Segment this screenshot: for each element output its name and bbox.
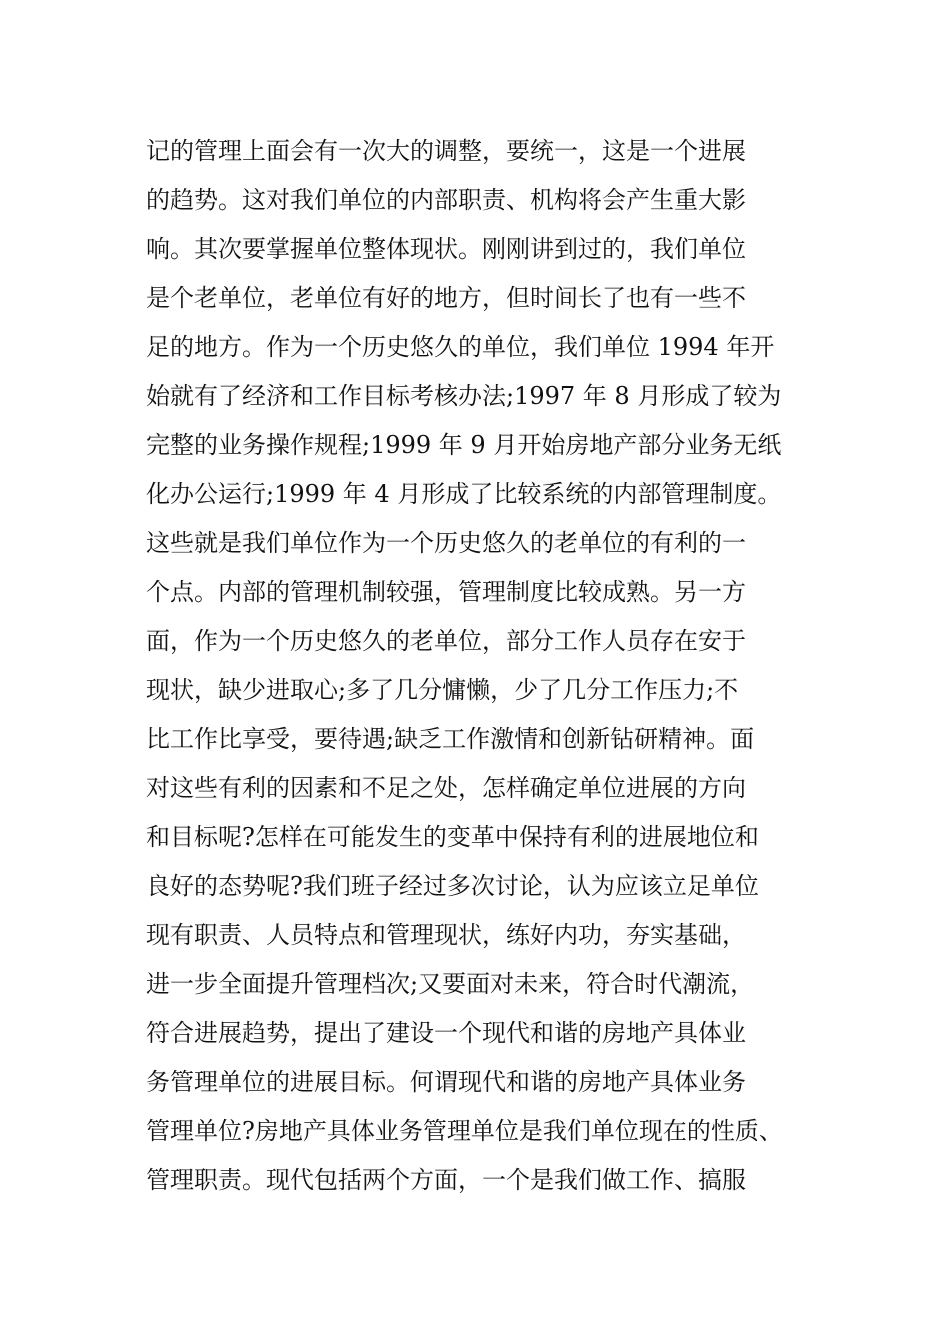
text-line: 进一步全面提升管理档次;又要面对未来，符合时代潮流， bbox=[146, 970, 755, 998]
text-line: 是个老单位，老单位有好的地方，但时间长了也有一些不 bbox=[146, 284, 746, 312]
text-line: 现状，缺少进取心;多了几分慵懒，少了几分工作压力;不 bbox=[146, 676, 739, 704]
text-line: 响。其次要掌握单位整体现状。刚刚讲到过的，我们单位 bbox=[146, 235, 746, 263]
text-line: 这些就是我们单位作为一个历史悠久的老单位的有利的一 bbox=[146, 529, 746, 557]
body-text bbox=[146, 127, 826, 1205]
text-line: 管理职责。现代包括两个方面，一个是我们做工作、搞服 bbox=[146, 1166, 746, 1194]
text-line: 和目标呢?怎样在可能发生的变革中保持有利的进展地位和 bbox=[146, 823, 759, 851]
text-line: 对这些有利的因素和不足之处，怎样确定单位进展的方向 bbox=[146, 774, 746, 802]
text-line: 面，作为一个历史悠久的老单位，部分工作人员存在安于 bbox=[146, 627, 746, 655]
text-line: 记的管理上面会有一次大的调整，要统一，这是一个进展 bbox=[146, 137, 746, 165]
text-line: 务管理单位的进展目标。何谓现代和谐的房地产具体业务 bbox=[146, 1068, 746, 1096]
text-line: 管理单位?房地产具体业务管理单位是我们单位现在的性质、 bbox=[146, 1117, 783, 1145]
text-line: 始就有了经济和工作目标考核办法;1997 年 8 月形成了较为 bbox=[146, 382, 782, 410]
text-line: 化办公运行;1999 年 4 月形成了比较系统的内部管理制度。 bbox=[146, 480, 782, 508]
text-line: 现有职责、人员特点和管理现状，练好内功，夯实基础， bbox=[146, 921, 746, 949]
text-line: 符合进展趋势，提出了建设一个现代和谐的房地产具体业 bbox=[146, 1019, 746, 1047]
text-line: 比工作比享受，要待遇;缺乏工作激情和创新钻研精神。面 bbox=[146, 725, 755, 753]
text-line: 良好的态势呢?我们班子经过多次讨论，认为应该立足单位 bbox=[146, 872, 759, 900]
text-line: 足的地方。作为一个历史悠久的单位，我们单位 1994 年开 bbox=[146, 333, 775, 361]
text-line: 个点。内部的管理机制较强，管理制度比较成熟。另一方 bbox=[146, 578, 746, 606]
text-line: 的趋势。这对我们单位的内部职责、机构将会产生重大影 bbox=[146, 186, 746, 214]
text-line: 完整的业务操作规程;1999 年 9 月开始房地产部分业务无纸 bbox=[146, 431, 782, 459]
